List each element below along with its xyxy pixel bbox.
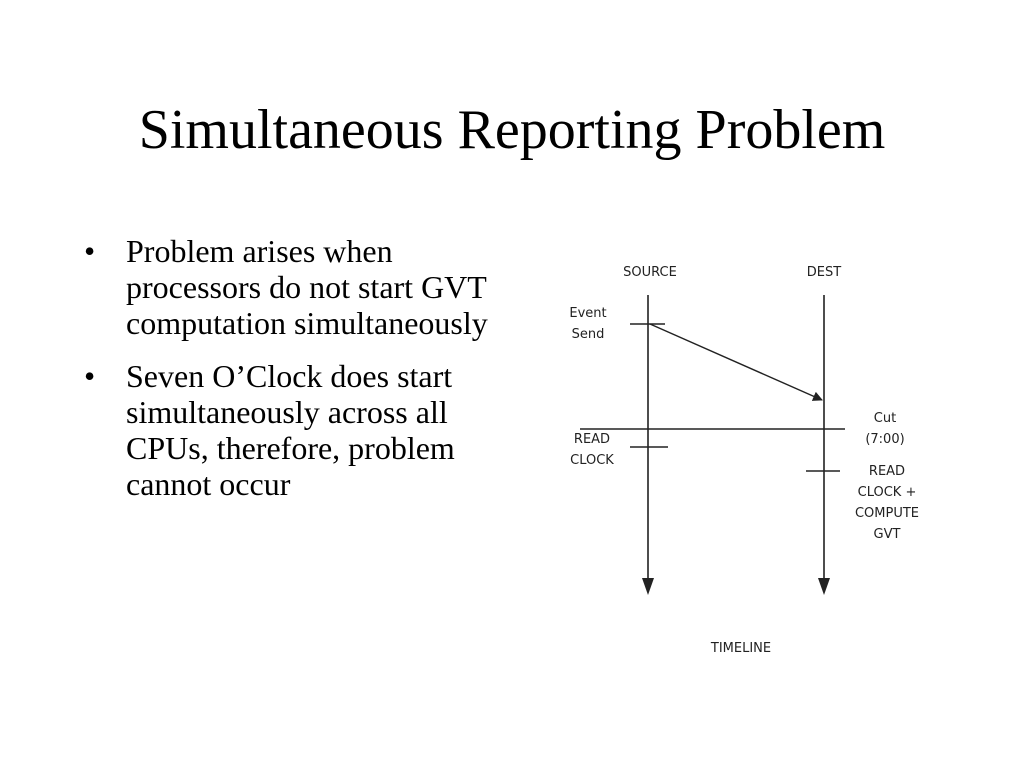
timeline-svg	[540, 245, 960, 675]
bullet-item	[84, 234, 504, 341]
cut-label-line1: Cut	[873, 411, 897, 426]
gvt-timeline-diagram	[540, 245, 960, 675]
source-timeline-arrowhead	[642, 578, 654, 595]
read-clock-dest-line1: READ	[868, 464, 906, 479]
bullet-text: Problem arises when processors do not start GVT computation simultaneously	[126, 233, 488, 341]
bullet-text: Seven O’Clock does start simultaneously across all CPUs, therefore, problem cannot occur	[126, 358, 455, 502]
slide-title: Simultaneous Reporting Problem	[138, 99, 886, 161]
event-send-label-line2: Send	[571, 327, 605, 342]
dest-timeline-arrowhead	[818, 578, 830, 595]
read-clock-dest-line3: COMPUTE	[854, 506, 920, 521]
timeline-footer-label: TIMELINE	[710, 641, 772, 656]
bullet-glyph: •	[84, 358, 96, 395]
bullet-item	[84, 359, 504, 502]
read-clock-dest-line2: CLOCK +	[857, 485, 917, 500]
cut-label-line2: (7:00)	[865, 432, 905, 447]
dest-label: DEST	[806, 265, 842, 280]
read-clock-source-line1: READ	[573, 432, 611, 447]
read-clock-dest-line4: GVT	[873, 527, 901, 542]
message-arrow	[650, 324, 822, 400]
bullet-glyph: •	[84, 233, 96, 269]
read-clock-source-line2: CLOCK	[570, 453, 614, 468]
source-label: SOURCE	[623, 265, 677, 280]
bullet-list	[84, 234, 504, 521]
event-send-label-line1: Event	[569, 306, 607, 321]
